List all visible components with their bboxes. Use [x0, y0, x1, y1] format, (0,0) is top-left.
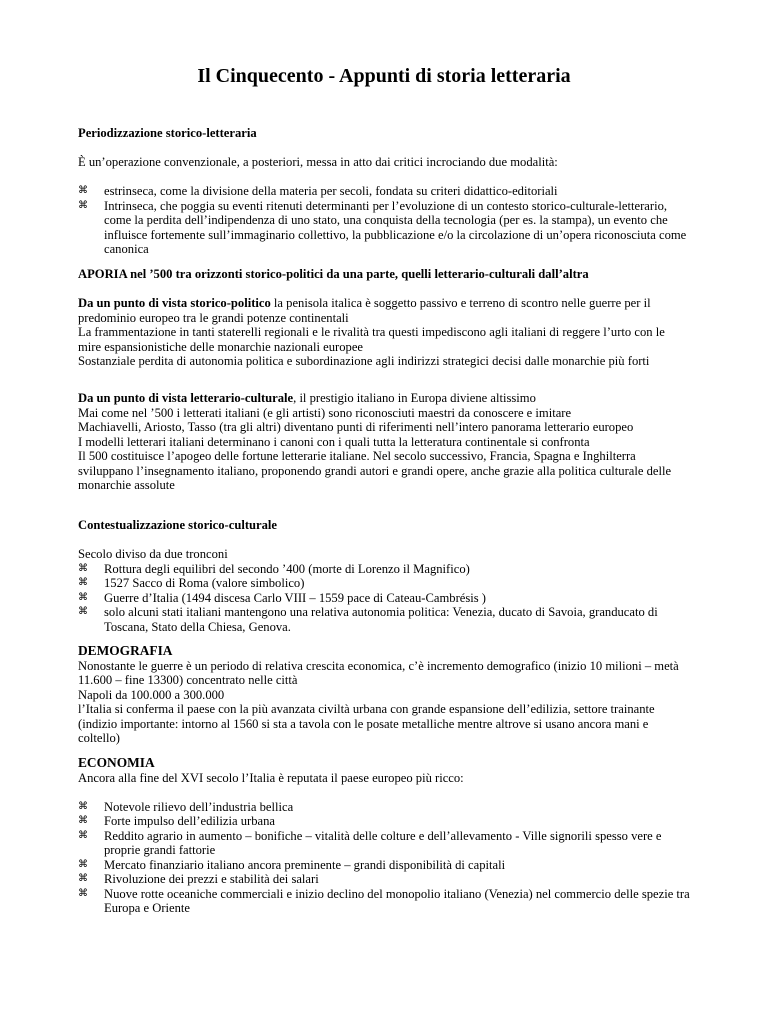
section-economia: [78, 756, 690, 916]
list-item: ⌘ Rivoluzione dei prezzi e stabilità dei salari: [78, 872, 319, 886]
bullet-icon: ⌘: [78, 185, 88, 196]
paragraph: I modelli letterari italiani determinano i canoni con i quali tutta la letteratura continentale si confronta: [78, 434, 590, 449]
bullet-icon: ⌘: [78, 829, 88, 841]
paragraph: Da un punto di vista letterario-culturale, il prestigio italiano in Europa diviene altissimo: [78, 391, 536, 405]
bullet-list: [78, 800, 690, 916]
section-heading: APORIA nel ’500 tra orizzonti storico-politici da una parte, quelli letterario-culturali dall’altra: [78, 267, 589, 281]
bullet-icon: ⌘: [78, 887, 88, 899]
list-item: ⌘ Guerre d’Italia (1494 discesa Carlo VIII – 1559 pace di Cateau-Cambrésis ): [78, 590, 486, 605]
bullet-icon: ⌘: [78, 815, 88, 826]
document-title: Il Cinquecento - Appunti di storia letteraria: [197, 65, 571, 87]
section-contestualizzazione: [78, 518, 690, 634]
paragraph: Napoli da 100.000 a 300.000: [78, 687, 225, 702]
paragraph: Il 500 costituisce l’apogeo delle fortune letterarie italiane. Nel secolo successivo, Francia, Spagna e Inghilterra sviluppano l’insegnamento italiano, proponendo grandi autori e grandi opere, anche grazie alla politica culturale delle monarchie assolute: [78, 449, 672, 492]
bullet-icon: ⌘: [78, 858, 88, 870]
bullet-list: [78, 184, 690, 257]
list-item: ⌘ Nuove rotte oceaniche commerciali e inizio declino del monopolio italiano (Venezia) nel commercio delle spezie tra Europa e Oriente: [78, 886, 690, 915]
section-heading: ECONOMIA: [78, 755, 155, 770]
list-item: ⌘ solo alcuni stati italiani mantengono una relativa autonomia politica: Venezia, ducato di Savoia, granducato di Toscana, Stato della Chiesa, Genova.: [78, 605, 658, 634]
bullet-icon: ⌘: [78, 591, 88, 603]
section-heading: Periodizzazione storico-letteraria: [78, 126, 257, 140]
paragraph: Da un punto di vista storico-politico la penisola italica è soggetto passivo e terreno di scontro nelle guerre per il predominio europeo tra le grandi potenze continentali: [78, 296, 651, 325]
bullet-icon: ⌘: [78, 800, 88, 812]
paragraph: Ancora alla fine del XVI secolo l’Italia è reputata il paese europeo più ricco:: [78, 770, 464, 785]
paragraph: l’Italia si conferma il paese con la più avanzata civiltà urbana con grande espansione dell’edilizia, settore trainante (indizio importante: intorno al 1560 si sta a tavola con le posate metalliche mentre altrove si usano ancora mani e coltello): [78, 702, 655, 745]
bullet-icon: ⌘: [78, 606, 88, 617]
paragraph: Nonostante le guerre è un periodo di relativa crescita economica, c’è incremento demografico (inizio 10 milioni – metà 11.600 – fine 13300) concentrato nelle città: [78, 658, 679, 687]
bullet-icon: ⌘: [78, 873, 88, 884]
paragraph: Sostanziale perdita di autonomia politica e subordinazione agli indirizzi strategici decisi dalle monarchie più forti: [78, 354, 650, 368]
list-item: ⌘ Mercato finanziario italiano ancora preminente – grandi disponibilità di capitali: [78, 857, 506, 872]
paragraph: Machiavelli, Ariosto, Tasso (tra gli altri) diventano punti di riferimenti nell’intero panorama letterario europeo: [78, 420, 634, 434]
paragraph: Secolo diviso da due tronconi: [78, 547, 228, 561]
bullet-icon: ⌘: [78, 562, 88, 574]
list-item: ⌘ Rottura degli equilibri del secondo ’400 (morte di Lorenzo il Magnifico): [78, 561, 470, 576]
bullet-icon: ⌘: [78, 577, 88, 588]
section-aporia-literary: [78, 391, 690, 493]
bullet-icon: ⌘: [78, 199, 88, 211]
paragraph: Mai come nel ’500 i letterati italiani (e gli artisti) sono riconosciuti maestri da conoscere e imitare: [78, 405, 572, 420]
section-heading: DEMOGRAFIA: [78, 643, 173, 658]
list-item: ⌘ Reddito agrario in aumento – bonifiche – vitalità delle colture e dell’allevamento - Ville signorili spesso vere e proprie grandi fattorie: [78, 828, 662, 857]
paragraph: È un’operazione convenzionale, a posteriori, messa in atto dai critici incrociando due modalità:: [78, 155, 558, 169]
list-item: ⌘ estrinseca, come la divisione della materia per secoli, fondata su criteri didattico-editoriali: [78, 184, 558, 198]
list-item: ⌘ Forte impulso dell’edilizia urbana: [78, 814, 276, 828]
section-aporia: [78, 267, 690, 369]
bullet-list: [78, 562, 690, 635]
section-demografia: [78, 644, 690, 746]
list-item: ⌘ Intrinseca, che poggia su eventi ritenuti determinanti per l’evoluzione di un contesto storico-culturale-letterario, come la perdita dell’indipendenza di uno stato, una conquista della tecnologia (per es. la stampa), un evento che influisce fortemente sull’immaginario collettivo, la pubblicazione e/o la circolazione di un’opera riconosciuta come canonica: [78, 198, 687, 256]
list-item: ⌘ Notevole rilievo dell’industria bellica: [78, 799, 294, 814]
list-item: ⌘ 1527 Sacco di Roma (valore simbolico): [78, 576, 305, 590]
section-heading: Contestualizzazione storico-culturale: [78, 518, 278, 532]
paragraph: La frammentazione in tanti staterelli regionali e le rivalità tra questi impediscono agli italiani di reggere l’urto con le mire espansionistiche delle monarchie nazionali europee: [78, 325, 665, 354]
section-periodizzazione: [78, 126, 690, 257]
